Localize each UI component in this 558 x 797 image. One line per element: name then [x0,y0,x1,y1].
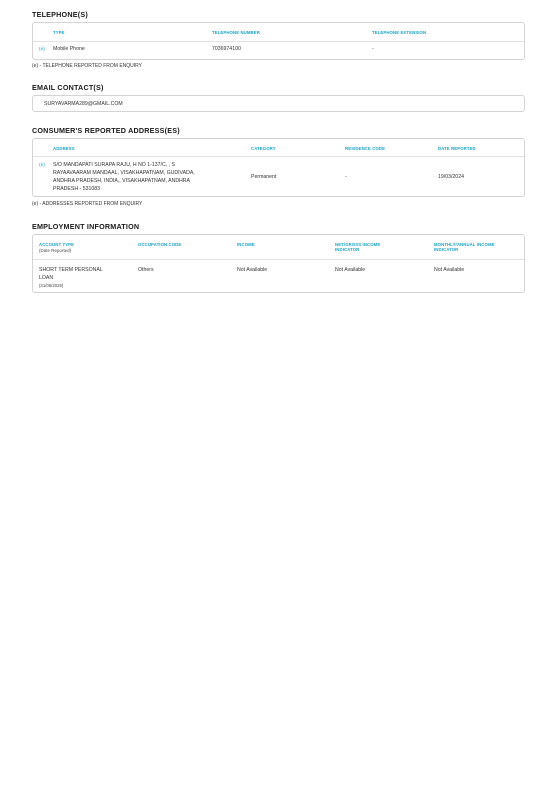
addresses-title: CONSUMER'S REPORTED ADDRESS(ES) [32,126,180,135]
address-line: S/O MANDAPATI SURAPA RAJU, H NO 1-137/C, , S [53,162,175,168]
telephones-table [32,22,525,60]
table-divider [33,156,524,157]
account-type-header: ACCOUNT TYPE [39,242,75,247]
account-date-reported: (31/05/2025) [39,283,64,288]
account-type-line: LOAN [39,275,54,281]
net-gross-header-line1: NET/GROSS INCOME [335,242,381,247]
monthly-annual-header-line2: INDICATOR [434,247,459,252]
address-date-reported: 19/03/2024 [438,174,464,180]
addresses-footnote: (e) - ADDRESSES REPORTED FROM ENQUIRY [32,201,143,207]
residence-code: - [345,174,347,180]
occupation-code: Others [138,267,154,273]
table-divider [33,259,524,260]
table-divider [33,41,524,42]
telephones-footnote: (e) - TELEPHONE REPORTED FROM ENQUIRY [32,63,143,69]
telephone-extension-header: TELEPHONE EXTENSION [372,30,427,35]
employment-title: EMPLOYMENT INFORMATION [32,222,140,231]
telephone-number: 7036974100 [212,46,241,52]
email-address: SURYAVARMA289@GMAIL.COM [44,101,123,107]
emails-box [32,95,525,112]
telephones-title: TELEPHONE(S) [32,10,88,19]
net-gross-value: Not Available [335,267,366,273]
address-header: ADDRESS [53,146,75,151]
net-gross-header-line2: INDICATOR [335,247,360,252]
address-line: ANDHRA PRADESH, INDIA,, VISAKHAPATNAM, ANDHRA [53,178,191,184]
employment-table [32,234,525,293]
income-header: INCOME [237,242,255,247]
address-line: PRADESH - 531083 [53,186,100,192]
date-reported-header: DATE REPORTED [438,146,476,151]
address-line: RAYAAVAARAM MANDAAL, VISAKHAPATNAM, GUDIVADA, [53,170,195,176]
telephone-extension: - [372,46,374,52]
enquiry-marker: (e) [39,47,45,52]
occupation-code-header: OCCUPATION CODE [138,242,182,247]
emails-title: EMAIL CONTACT(S) [32,83,104,92]
telephone-number-header: TELEPHONE NUMBER [212,30,260,35]
enquiry-marker: (e) [39,163,45,168]
monthly-annual-header-line1: MONTHLY/ANNUAL INCOME [434,242,495,247]
telephone-type-header: TYPE [53,30,65,35]
telephone-type: Mobile Phone [53,46,85,52]
account-type-subheader: (Date Reported) [39,248,72,253]
residence-code-header: RESIDENCE CODE [345,146,386,151]
account-type-line: SHORT TERM PERSONAL [39,267,103,273]
address-category: Permanent [251,174,277,180]
category-header: CATEGORY [251,146,276,151]
income-value: Not Available [237,267,268,273]
addresses-table [32,138,525,197]
monthly-annual-value: Not Available [434,267,465,273]
